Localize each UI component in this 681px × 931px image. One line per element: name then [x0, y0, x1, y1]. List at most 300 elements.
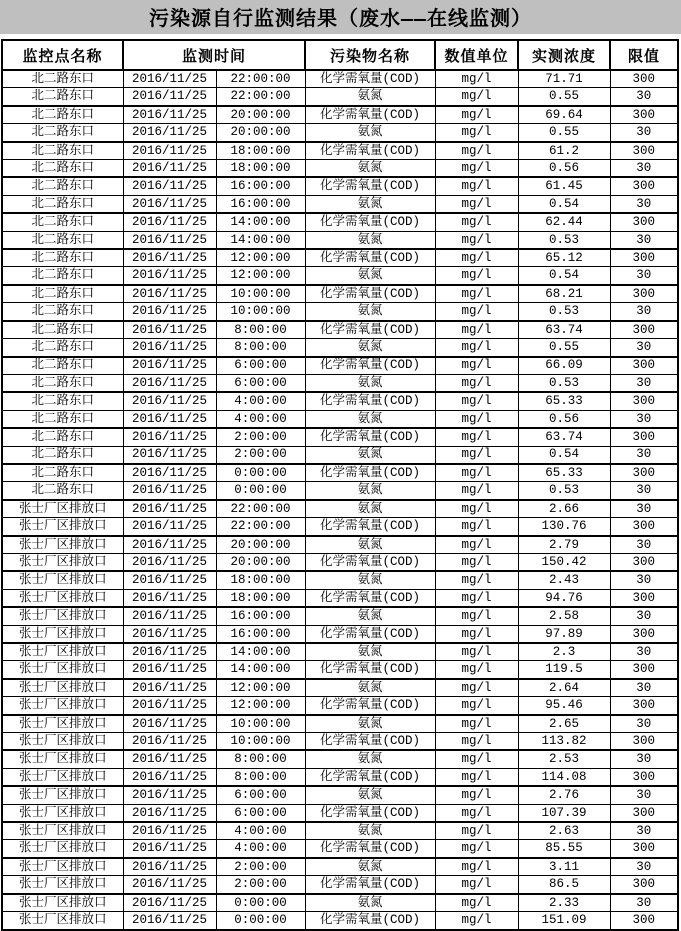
cell-time: 4:00:00 [216, 840, 305, 858]
cell-pollutant: 氨氮 [305, 160, 435, 178]
cell-time: 10:00:00 [216, 285, 305, 303]
cell-date: 2016/11/25 [123, 392, 216, 410]
cell-pollutant: 化学需氧量(COD) [305, 464, 435, 482]
cell-unit: mg/l [435, 446, 518, 464]
cell-unit: mg/l [435, 607, 518, 625]
cell-limit: 30 [610, 822, 678, 840]
cell-unit: mg/l [435, 303, 518, 321]
cell-limit: 30 [610, 536, 678, 554]
cell-site: 北二路东口 [2, 267, 123, 285]
cell-limit: 30 [610, 410, 678, 428]
table-row [2, 912, 678, 930]
cell-limit: 300 [610, 804, 678, 822]
cell-time: 16:00:00 [216, 625, 305, 643]
cell-limit: 30 [610, 607, 678, 625]
cell-date: 2016/11/25 [123, 339, 216, 357]
table-row [2, 303, 678, 321]
cell-date: 2016/11/25 [123, 894, 216, 912]
cell-measured-value: 114.08 [518, 768, 610, 786]
cell-limit: 300 [610, 70, 678, 88]
cell-limit: 300 [610, 840, 678, 858]
cell-measured-value: 0.53 [518, 482, 610, 500]
table-row [2, 822, 678, 840]
cell-measured-value: 63.74 [518, 428, 610, 446]
table-row [2, 392, 678, 410]
cell-date: 2016/11/25 [123, 195, 216, 213]
cell-measured-value: 113.82 [518, 733, 610, 751]
cell-date: 2016/11/25 [123, 142, 216, 160]
cell-time: 20:00:00 [216, 553, 305, 571]
cell-measured-value: 2.43 [518, 571, 610, 589]
cell-measured-value: 0.53 [518, 303, 610, 321]
cell-measured-value: 2.76 [518, 786, 610, 804]
table-row [2, 177, 678, 195]
cell-pollutant: 氨氮 [305, 339, 435, 357]
cell-pollutant: 氨氮 [305, 822, 435, 840]
cell-unit: mg/l [435, 88, 518, 106]
cell-date: 2016/11/25 [123, 804, 216, 822]
cell-unit: mg/l [435, 697, 518, 715]
cell-time: 6:00:00 [216, 786, 305, 804]
cell-time: 12:00:00 [216, 679, 305, 697]
cell-time: 4:00:00 [216, 410, 305, 428]
cell-date: 2016/11/25 [123, 231, 216, 249]
cell-limit: 30 [610, 786, 678, 804]
cell-limit: 300 [610, 589, 678, 607]
cell-pollutant: 化学需氧量(COD) [305, 804, 435, 822]
cell-limit: 30 [610, 894, 678, 912]
table-row [2, 804, 678, 822]
cell-unit: mg/l [435, 500, 518, 518]
cell-unit: mg/l [435, 464, 518, 482]
table-row [2, 446, 678, 464]
cell-date: 2016/11/25 [123, 374, 216, 392]
column-header-measured-value: 实测浓度 [518, 40, 610, 70]
cell-measured-value: 0.55 [518, 339, 610, 357]
cell-pollutant: 氨氮 [305, 750, 435, 768]
cell-limit: 300 [610, 661, 678, 679]
cell-time: 2:00:00 [216, 446, 305, 464]
cell-pollutant: 氨氮 [305, 482, 435, 500]
cell-pollutant: 化学需氧量(COD) [305, 553, 435, 571]
cell-unit: mg/l [435, 715, 518, 733]
cell-limit: 300 [610, 249, 678, 267]
table-row [2, 553, 678, 571]
table-row [2, 124, 678, 142]
cell-site: 张士厂区排放口 [2, 768, 123, 786]
cell-site: 北二路东口 [2, 374, 123, 392]
cell-time: 22:00:00 [216, 500, 305, 518]
table-header [2, 40, 678, 70]
cell-time: 12:00:00 [216, 267, 305, 285]
cell-limit: 30 [610, 750, 678, 768]
cell-site: 张士厂区排放口 [2, 840, 123, 858]
cell-unit: mg/l [435, 195, 518, 213]
cell-time: 16:00:00 [216, 195, 305, 213]
cell-date: 2016/11/25 [123, 446, 216, 464]
cell-limit: 30 [610, 88, 678, 106]
cell-site: 张士厂区排放口 [2, 733, 123, 751]
cell-site: 张士厂区排放口 [2, 661, 123, 679]
cell-measured-value: 119.5 [518, 661, 610, 679]
cell-measured-value: 65.33 [518, 464, 610, 482]
cell-pollutant: 氨氮 [305, 195, 435, 213]
cell-pollutant: 氨氮 [305, 894, 435, 912]
cell-limit: 300 [610, 733, 678, 751]
cell-date: 2016/11/25 [123, 249, 216, 267]
cell-site: 张士厂区排放口 [2, 553, 123, 571]
cell-measured-value: 69.64 [518, 106, 610, 124]
cell-measured-value: 71.71 [518, 70, 610, 88]
cell-measured-value: 0.55 [518, 124, 610, 142]
cell-measured-value: 150.42 [518, 553, 610, 571]
cell-unit: mg/l [435, 643, 518, 661]
cell-pollutant: 氨氮 [305, 715, 435, 733]
cell-date: 2016/11/25 [123, 822, 216, 840]
cell-time: 20:00:00 [216, 106, 305, 124]
cell-site: 北二路东口 [2, 410, 123, 428]
table-row [2, 410, 678, 428]
cell-measured-value: 62.44 [518, 213, 610, 231]
cell-limit: 300 [610, 428, 678, 446]
cell-site: 北二路东口 [2, 213, 123, 231]
cell-time: 6:00:00 [216, 374, 305, 392]
cell-time: 16:00:00 [216, 177, 305, 195]
cell-pollutant: 氨氮 [305, 231, 435, 249]
cell-site: 北二路东口 [2, 303, 123, 321]
cell-date: 2016/11/25 [123, 786, 216, 804]
table-row [2, 518, 678, 536]
cell-time: 14:00:00 [216, 231, 305, 249]
cell-date: 2016/11/25 [123, 697, 216, 715]
column-header-site: 监控点名称 [2, 40, 123, 70]
cell-limit: 300 [610, 768, 678, 786]
table-row [2, 661, 678, 679]
monitoring-results-table [1, 39, 679, 931]
cell-site: 张士厂区排放口 [2, 912, 123, 930]
cell-measured-value: 2.66 [518, 500, 610, 518]
cell-measured-value: 61.2 [518, 142, 610, 160]
table-row [2, 786, 678, 804]
cell-limit: 30 [610, 500, 678, 518]
cell-site: 张士厂区排放口 [2, 500, 123, 518]
cell-unit: mg/l [435, 285, 518, 303]
cell-time: 22:00:00 [216, 70, 305, 88]
table-row [2, 697, 678, 715]
cell-site: 张士厂区排放口 [2, 697, 123, 715]
cell-pollutant: 化学需氧量(COD) [305, 213, 435, 231]
table-row [2, 195, 678, 213]
table-row [2, 733, 678, 751]
cell-time: 14:00:00 [216, 661, 305, 679]
cell-time: 0:00:00 [216, 464, 305, 482]
cell-date: 2016/11/25 [123, 733, 216, 751]
cell-pollutant: 氨氮 [305, 571, 435, 589]
cell-date: 2016/11/25 [123, 213, 216, 231]
cell-unit: mg/l [435, 231, 518, 249]
cell-limit: 300 [610, 912, 678, 930]
cell-pollutant: 化学需氧量(COD) [305, 661, 435, 679]
table-row [2, 482, 678, 500]
cell-time: 0:00:00 [216, 894, 305, 912]
cell-date: 2016/11/25 [123, 571, 216, 589]
table-row [2, 374, 678, 392]
cell-pollutant: 氨氮 [305, 607, 435, 625]
cell-time: 8:00:00 [216, 339, 305, 357]
cell-site: 张士厂区排放口 [2, 679, 123, 697]
cell-pollutant: 化学需氧量(COD) [305, 249, 435, 267]
cell-site: 北二路东口 [2, 70, 123, 88]
cell-pollutant: 化学需氧量(COD) [305, 625, 435, 643]
cell-unit: mg/l [435, 661, 518, 679]
cell-site: 北二路东口 [2, 231, 123, 249]
cell-time: 8:00:00 [216, 750, 305, 768]
cell-time: 16:00:00 [216, 607, 305, 625]
cell-unit: mg/l [435, 321, 518, 339]
cell-unit: mg/l [435, 357, 518, 375]
cell-site: 张士厂区排放口 [2, 804, 123, 822]
cell-date: 2016/11/25 [123, 303, 216, 321]
cell-time: 14:00:00 [216, 643, 305, 661]
cell-limit: 30 [610, 643, 678, 661]
cell-pollutant: 氨氮 [305, 267, 435, 285]
cell-site: 北二路东口 [2, 339, 123, 357]
cell-date: 2016/11/25 [123, 679, 216, 697]
cell-measured-value: 66.09 [518, 357, 610, 375]
cell-pollutant: 化学需氧量(COD) [305, 321, 435, 339]
cell-unit: mg/l [435, 518, 518, 536]
cell-limit: 300 [610, 876, 678, 894]
cell-date: 2016/11/25 [123, 625, 216, 643]
cell-site: 张士厂区排放口 [2, 876, 123, 894]
cell-site: 张士厂区排放口 [2, 894, 123, 912]
table-body [2, 70, 678, 930]
table-row [2, 321, 678, 339]
table-row [2, 500, 678, 518]
cell-date: 2016/11/25 [123, 750, 216, 768]
table-row [2, 571, 678, 589]
cell-limit: 30 [610, 339, 678, 357]
cell-measured-value: 0.56 [518, 410, 610, 428]
cell-site: 张士厂区排放口 [2, 786, 123, 804]
cell-time: 0:00:00 [216, 482, 305, 500]
cell-limit: 300 [610, 321, 678, 339]
cell-unit: mg/l [435, 392, 518, 410]
cell-site: 北二路东口 [2, 285, 123, 303]
cell-date: 2016/11/25 [123, 177, 216, 195]
cell-date: 2016/11/25 [123, 410, 216, 428]
cell-limit: 300 [610, 625, 678, 643]
table-row [2, 285, 678, 303]
cell-site: 张士厂区排放口 [2, 625, 123, 643]
cell-measured-value: 65.33 [518, 392, 610, 410]
cell-time: 4:00:00 [216, 822, 305, 840]
title-band [0, 0, 681, 34]
cell-limit: 30 [610, 715, 678, 733]
cell-time: 20:00:00 [216, 124, 305, 142]
cell-pollutant: 化学需氧量(COD) [305, 733, 435, 751]
cell-date: 2016/11/25 [123, 768, 216, 786]
cell-site: 张士厂区排放口 [2, 607, 123, 625]
cell-measured-value: 2.58 [518, 607, 610, 625]
table-row [2, 142, 678, 160]
page-title: 污染源自行监测结果（废水——在线监测） [148, 9, 532, 32]
cell-date: 2016/11/25 [123, 464, 216, 482]
cell-date: 2016/11/25 [123, 500, 216, 518]
cell-limit: 300 [610, 697, 678, 715]
table-row [2, 339, 678, 357]
column-header-time: 监测时间 [123, 40, 305, 70]
cell-unit: mg/l [435, 571, 518, 589]
cell-site: 张士厂区排放口 [2, 536, 123, 554]
cell-unit: mg/l [435, 536, 518, 554]
cell-unit: mg/l [435, 267, 518, 285]
cell-measured-value: 0.53 [518, 374, 610, 392]
cell-measured-value: 97.89 [518, 625, 610, 643]
cell-unit: mg/l [435, 339, 518, 357]
cell-measured-value: 0.53 [518, 231, 610, 249]
cell-time: 2:00:00 [216, 876, 305, 894]
table-row [2, 267, 678, 285]
table-row [2, 679, 678, 697]
column-header-unit: 数值单位 [435, 40, 518, 70]
table-row [2, 750, 678, 768]
cell-unit: mg/l [435, 142, 518, 160]
cell-unit: mg/l [435, 750, 518, 768]
cell-unit: mg/l [435, 213, 518, 231]
cell-date: 2016/11/25 [123, 589, 216, 607]
cell-site: 张士厂区排放口 [2, 518, 123, 536]
cell-unit: mg/l [435, 786, 518, 804]
cell-limit: 30 [610, 858, 678, 876]
cell-measured-value: 65.12 [518, 249, 610, 267]
cell-date: 2016/11/25 [123, 482, 216, 500]
cell-site: 北二路东口 [2, 428, 123, 446]
cell-measured-value: 2.63 [518, 822, 610, 840]
cell-limit: 300 [610, 177, 678, 195]
cell-unit: mg/l [435, 912, 518, 930]
cell-measured-value: 0.56 [518, 160, 610, 178]
cell-unit: mg/l [435, 482, 518, 500]
cell-pollutant: 化学需氧量(COD) [305, 840, 435, 858]
cell-unit: mg/l [435, 160, 518, 178]
cell-time: 18:00:00 [216, 142, 305, 160]
cell-date: 2016/11/25 [123, 840, 216, 858]
cell-date: 2016/11/25 [123, 321, 216, 339]
cell-pollutant: 氨氮 [305, 303, 435, 321]
cell-site: 北二路东口 [2, 124, 123, 142]
cell-site: 北二路东口 [2, 177, 123, 195]
cell-site: 张士厂区排放口 [2, 750, 123, 768]
cell-limit: 30 [610, 679, 678, 697]
cell-unit: mg/l [435, 410, 518, 428]
cell-pollutant: 化学需氧量(COD) [305, 142, 435, 160]
cell-limit: 300 [610, 464, 678, 482]
cell-date: 2016/11/25 [123, 553, 216, 571]
cell-pollutant: 化学需氧量(COD) [305, 177, 435, 195]
cell-unit: mg/l [435, 822, 518, 840]
table-row [2, 858, 678, 876]
cell-measured-value: 85.55 [518, 840, 610, 858]
table-row [2, 357, 678, 375]
table-row [2, 643, 678, 661]
cell-pollutant: 氨氮 [305, 679, 435, 697]
cell-pollutant: 氨氮 [305, 124, 435, 142]
cell-measured-value: 61.45 [518, 177, 610, 195]
cell-unit: mg/l [435, 124, 518, 142]
cell-pollutant: 氨氮 [305, 643, 435, 661]
cell-site: 张士厂区排放口 [2, 822, 123, 840]
cell-date: 2016/11/25 [123, 536, 216, 554]
cell-unit: mg/l [435, 858, 518, 876]
table-row [2, 106, 678, 124]
table-row [2, 715, 678, 733]
cell-pollutant: 氨氮 [305, 786, 435, 804]
cell-unit: mg/l [435, 625, 518, 643]
cell-time: 8:00:00 [216, 321, 305, 339]
cell-date: 2016/11/25 [123, 70, 216, 88]
cell-date: 2016/11/25 [123, 912, 216, 930]
cell-site: 北二路东口 [2, 464, 123, 482]
cell-site: 张士厂区排放口 [2, 643, 123, 661]
cell-pollutant: 化学需氧量(COD) [305, 589, 435, 607]
table-row [2, 607, 678, 625]
cell-measured-value: 95.46 [518, 697, 610, 715]
cell-time: 20:00:00 [216, 536, 305, 554]
cell-time: 2:00:00 [216, 428, 305, 446]
cell-date: 2016/11/25 [123, 643, 216, 661]
cell-time: 6:00:00 [216, 804, 305, 822]
cell-site: 北二路东口 [2, 195, 123, 213]
cell-pollutant: 氨氮 [305, 446, 435, 464]
header-row [2, 40, 678, 70]
cell-unit: mg/l [435, 894, 518, 912]
cell-pollutant: 化学需氧量(COD) [305, 912, 435, 930]
cell-time: 10:00:00 [216, 303, 305, 321]
cell-time: 12:00:00 [216, 697, 305, 715]
cell-measured-value: 107.39 [518, 804, 610, 822]
cell-unit: mg/l [435, 589, 518, 607]
cell-date: 2016/11/25 [123, 267, 216, 285]
table-row [2, 625, 678, 643]
cell-limit: 300 [610, 106, 678, 124]
cell-time: 22:00:00 [216, 518, 305, 536]
cell-site: 北二路东口 [2, 357, 123, 375]
table-row [2, 213, 678, 231]
cell-pollutant: 化学需氧量(COD) [305, 428, 435, 446]
cell-measured-value: 0.54 [518, 446, 610, 464]
cell-site: 北二路东口 [2, 446, 123, 464]
cell-pollutant: 氨氮 [305, 374, 435, 392]
table-row [2, 70, 678, 88]
cell-pollutant: 化学需氧量(COD) [305, 518, 435, 536]
cell-date: 2016/11/25 [123, 160, 216, 178]
cell-measured-value: 0.54 [518, 267, 610, 285]
cell-limit: 30 [610, 303, 678, 321]
cell-unit: mg/l [435, 106, 518, 124]
cell-pollutant: 氨氮 [305, 500, 435, 518]
cell-time: 10:00:00 [216, 715, 305, 733]
cell-measured-value: 2.33 [518, 894, 610, 912]
cell-date: 2016/11/25 [123, 661, 216, 679]
cell-measured-value: 63.74 [518, 321, 610, 339]
cell-date: 2016/11/25 [123, 715, 216, 733]
cell-time: 0:00:00 [216, 912, 305, 930]
cell-site: 张士厂区排放口 [2, 571, 123, 589]
cell-time: 10:00:00 [216, 733, 305, 751]
cell-date: 2016/11/25 [123, 285, 216, 303]
cell-date: 2016/11/25 [123, 88, 216, 106]
